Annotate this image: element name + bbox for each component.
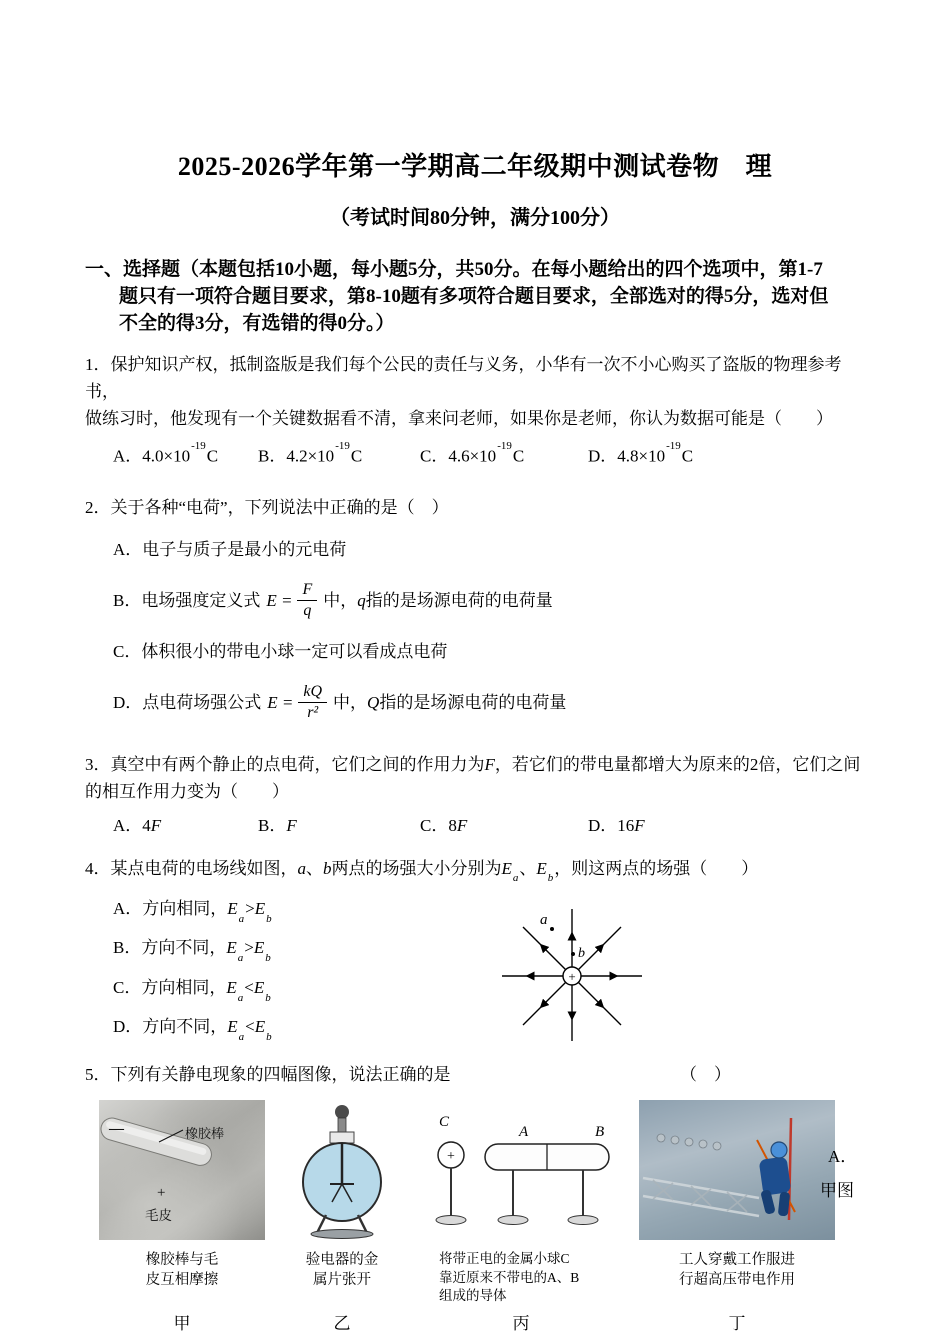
figure-bing-label: 丙	[512, 1313, 530, 1333]
ball-c-label: C	[439, 1113, 450, 1130]
question-5	[85, 1061, 865, 1337]
q5-stem: 5．下列有关静电现象的四幅图像，说法正确的是 （ ）	[85, 1061, 865, 1088]
plus-charge-label: +	[157, 1184, 166, 1201]
question-4	[85, 855, 865, 1047]
q5-figures	[85, 1100, 865, 1337]
figure-jia	[99, 1100, 265, 1337]
section-heading-line-2: 题只有一项符合题目要求，第8-10题有多项符合题目要求，全部选对的得5分，选对但	[119, 286, 829, 307]
section-1-heading	[85, 256, 865, 337]
figure-jia-label: 甲	[173, 1313, 191, 1333]
q3-option-b: B．F	[258, 815, 297, 835]
point-a-label: a	[540, 911, 548, 928]
exam-title: 2025-2026学年第一学期高二年级期中测试卷物 理	[177, 152, 773, 181]
figure-ding-label: 丁	[728, 1313, 746, 1333]
q3-stem-line-2: 的相互作用力变为（ ）	[85, 781, 289, 801]
q4-option-d: D．方向不同，$E_a<E_b$	[113, 1017, 272, 1043]
q3-option-c: C．8F	[420, 815, 468, 835]
ball-c-plus: +	[447, 1148, 455, 1164]
field-lines-diagram	[490, 891, 660, 1041]
fur-label: 毛皮	[145, 1207, 172, 1223]
conductor-induction-figure	[419, 1100, 623, 1240]
rubber-rod-fur-photo	[99, 1100, 265, 1240]
figure-bing-caption: 将带正电的金属小球C 靠近原来不带电的A、B 组成的导体	[439, 1250, 580, 1304]
worker-photo	[639, 1100, 835, 1240]
q2-stem: 2．关于各种“电荷”，下列说法中正确的是（ ）	[85, 497, 449, 517]
figure-bing	[419, 1100, 623, 1337]
point-a-dot	[550, 927, 554, 931]
q1-option-b: B．$4.2\times 10^{-19}C$	[258, 439, 363, 466]
fraction-kQ-over-r2: $\frac{kQ}{\text{r²}}$	[298, 683, 327, 723]
fraction-F-over-q: $\frac{F}{q}$	[297, 581, 317, 621]
conductor-b-label: B	[595, 1123, 605, 1140]
conductor-induction-drawing	[419, 1100, 623, 1240]
q2-option-d-equation: E = $\frac{kQ}{\text{r²}}$	[267, 683, 327, 723]
section-heading-line-1: 一、选择题（本题包括10小题，每小题5分，共50分。在每小题给出的四个选项中，第1-7	[85, 259, 823, 280]
q2-option-a: A．电子与质子是最小的元电荷	[113, 539, 347, 559]
q1-option-a: A．$4.0\times 10^{-19}C$	[113, 439, 219, 466]
point-b-label: b	[578, 945, 585, 961]
q3-option-a: A．4F	[113, 815, 162, 835]
figure-yi	[281, 1100, 403, 1337]
q5-answer-letter: A．	[828, 1147, 858, 1166]
figure-jia-caption: 橡胶棒与毛 皮互相摩擦	[145, 1251, 219, 1288]
q2-option-b-equation: E = $\frac{F}{q}$	[266, 581, 317, 621]
rubber-rod-label: 橡胶棒	[185, 1125, 225, 1141]
minus-charge-label: —	[109, 1120, 124, 1137]
q1-option-d: D．$4.8\times 10^{-19}C$	[588, 439, 694, 466]
q4-option-c: C．方向相同，$E_a<E_b$	[113, 977, 271, 1004]
figure-ding-caption: 工人穿戴工作服进 行超高压带电作用	[679, 1251, 795, 1288]
question-3	[85, 751, 865, 839]
electroscope-figure	[281, 1100, 403, 1240]
q1-option-c: C．$4.6\times 10^{-19}C$	[420, 439, 525, 466]
figure-yi-caption: 验电器的金 属片张开	[305, 1251, 379, 1288]
conductor-a-label: A	[519, 1123, 529, 1140]
q4-option-b: B．方向不同，$E_a>E_b$	[113, 938, 271, 965]
q4-option-a: A．方向相同，$E_a>E_b$	[113, 899, 272, 925]
q2-option-c: C．体积很小的带电小球一定可以看成点电荷	[113, 641, 448, 661]
q5-answer-text: 甲图	[820, 1181, 854, 1200]
q2-option-b: B．电场强度定义式 E = $\frac{F}{q}$ 中， q 指的是场源电荷的电荷量	[113, 580, 553, 620]
point-b-dot	[571, 952, 575, 956]
question-1	[85, 351, 865, 470]
q2-option-d: D．点电荷场强公式 E = $\frac{kQ}{\text{r²}}$ 中， Q 指的是场源电荷的电荷量	[113, 682, 567, 722]
q4-stem: 4．某点电荷的电场线如图，a、b两点的场强大小分别为$E_a$、$E_b$，则这两点的场强（ ）	[85, 858, 759, 885]
electroscope-drawing	[281, 1100, 403, 1240]
q1-stem-line-1: 1．保护知识产权，抵制盗版是我们每个公民的责任与义务，小华有一次不小心购买了盗版的物理参考书，	[85, 355, 842, 401]
q3-option-d: D．16F	[588, 815, 645, 835]
question-2	[85, 494, 865, 729]
q5-answer-paren: （ ）	[680, 1064, 731, 1084]
point-charge-plus: +	[568, 968, 576, 984]
q3-stem-line-1: 3．真空中有两个静止的点电荷，它们之间的作用力为F，若它们的带电量都增大为原来的2倍，它们之间	[85, 754, 861, 774]
figure-ding	[639, 1100, 835, 1337]
q1-options	[85, 439, 865, 470]
figure-yi-label: 乙	[333, 1313, 351, 1333]
section-heading-line-3: 不全的得3分，有选错的得0分。）	[119, 313, 395, 334]
worker-photo-drawing	[639, 1100, 835, 1240]
exam-subtitle: （考试时间80分钟，满分100分）	[330, 207, 620, 229]
q1-stem-line-2: 做练习时，他发现有一个关键数据看不清，拿来问老师，如果你是老师，你认为数据可能是（ ）	[85, 409, 833, 428]
q3-options	[85, 812, 865, 839]
